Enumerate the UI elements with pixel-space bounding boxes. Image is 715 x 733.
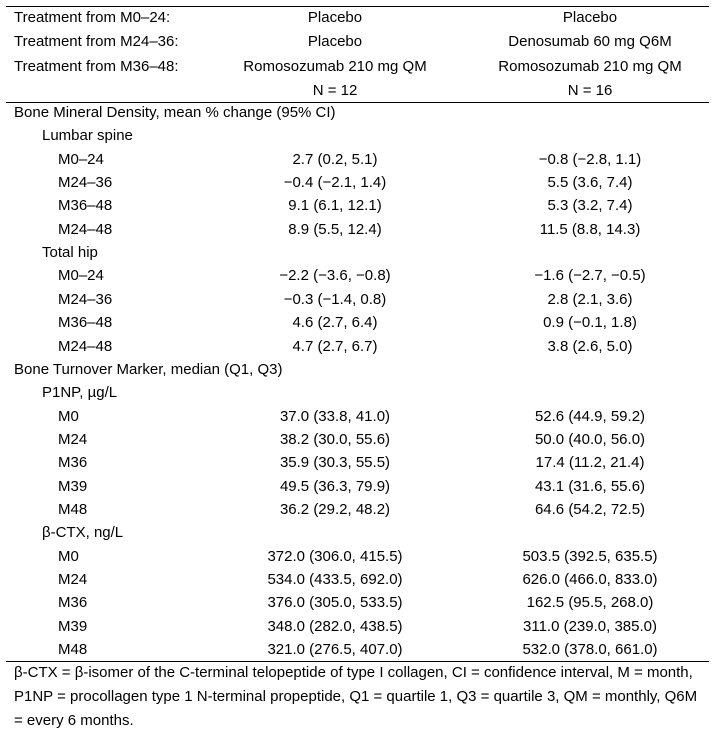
table-row [0,568,715,592]
row-label: M48 [58,500,88,518]
table-row [0,335,715,359]
col2-value: 52.6 (44.9, 59.2) [534,407,646,425]
col1-value: 35.9 (30.3, 55.5) [279,454,391,472]
row-label: P1NP, µg/L [42,384,118,402]
row-label: Total hip [42,244,98,262]
row-label: M24–48 [58,337,113,355]
col2-value: 311.0 (239.0, 385.0) [523,617,657,635]
header-row [0,55,715,79]
row-label: M36 [58,454,88,472]
col2-value: 532.0 (378.0, 661.0) [522,641,658,659]
header-row [0,79,715,103]
row-label: M0 [58,407,79,425]
col1-value: Romosozumab 210 mg QM [243,57,427,75]
col1-value: −0.3 (−1.4, 0.8) [283,290,387,308]
row-label: M24–36 [58,290,113,308]
row-label: M24 [58,571,88,588]
row-label: Bone Mineral Density, mean % change (95% CI) [14,104,336,121]
col1-value: 348.0 (282.0, 438.5) [267,617,403,635]
col1-value: 372.0 (306.0, 415.5) [267,547,403,565]
col1-value: 37.0 (33.8, 41.0) [279,407,391,425]
row-label: M36–48 [58,197,113,215]
section-row [0,124,715,148]
section-row [0,381,715,405]
row-label: Treatment from M36–48: [14,57,179,75]
col1-value: 534.0 (433.5, 692.0) [267,571,403,588]
col2-value: 626.0 (466.0, 833.0) [522,571,658,588]
table-row [0,288,715,312]
table-row [0,591,715,615]
table-row [0,148,715,172]
table-row [0,475,715,499]
table-row [0,218,715,242]
col2-value: 5.3 (3.2, 7.4) [547,197,633,215]
col1-value: 376.0 (305.0, 533.5) [267,594,403,612]
col1-value: −2.2 (−3.6, −0.8) [279,267,391,285]
col1-value: 9.1 (6.1, 12.1) [288,197,382,215]
row-label: M0 [58,547,79,565]
col2-value: 162.5 (95.5, 268.0) [526,594,654,612]
row-label: M24–48 [58,220,113,238]
row-label: Bone Turnover Marker, median (Q1, Q3) [14,360,283,378]
col2-value: 11.5 (8.8, 14.3) [539,220,641,238]
table-row [0,194,715,218]
col1-value: 2.7 (0.2, 5.1) [292,150,378,168]
col1-value: 49.5 (36.3, 79.9) [279,477,391,495]
section-row [0,241,715,265]
col2-value: 64.6 (54.2, 72.5) [534,500,646,518]
section-row [0,521,715,545]
table-row [0,498,715,522]
col1-value: 321.0 (276.5, 407.0) [267,641,403,659]
footnote: β-CTX = β-isomer of the C-terminal telopeptide of type I collagen, CI = confidence interval, M = month, P1NP = procollagen type 1 N-terminal propeptide, Q1 = quartile 1, Q3 = quartile 3, QM = monthly, Q6M = every 6 months. [14,664,698,729]
col2-value: 50.0 (40.0, 56.0) [534,430,646,448]
col1-value: N = 12 [312,81,358,99]
row-label: β-CTX, ng/L [42,524,124,542]
col2-value: 17.4 (11.2, 21.4) [535,454,645,472]
table-row [0,451,715,475]
col2-value: N = 16 [567,81,613,99]
col2-value: 43.1 (31.6, 55.6) [534,477,646,495]
row-label: M0–24 [58,267,104,285]
col2-value: 3.8 (2.6, 5.0) [547,337,633,355]
col1-value: 4.7 (2.7, 6.7) [292,337,378,355]
table-row [0,428,715,452]
table-row [0,264,715,288]
col2-value: Denosumab 60 mg Q6M [508,33,672,51]
section-row [0,101,715,125]
col1-value: Placebo [307,33,363,51]
col2-value: 0.9 (−0.1, 1.8) [543,314,637,332]
row-label: M24 [58,430,88,448]
col2-value: −0.8 (−2.8, 1.1) [538,150,642,168]
col1-value: −0.4 (−2.1, 1.4) [283,174,387,192]
col2-value: 5.5 (3.6, 7.4) [547,174,633,192]
row-label: M48 [58,641,88,659]
row-label: M39 [58,617,88,635]
row-label: M39 [58,477,88,495]
header-row [0,6,715,30]
row-label: M24–36 [58,174,113,192]
table-row [0,615,715,639]
col1-value: 8.9 (5.5, 12.4) [288,220,382,238]
row-label: M0–24 [58,150,104,168]
header-row [0,30,715,54]
row-label: Treatment from M0–24: [14,9,171,26]
col2-value: Placebo [562,9,618,26]
table-row [0,638,715,662]
row-label: M36–48 [58,314,113,332]
table-row [0,405,715,429]
col1-value: 4.6 (2.7, 6.4) [292,314,378,332]
col1-value: 38.2 (30.0, 55.6) [279,430,391,448]
col1-value: Placebo [307,9,363,26]
table-row [0,311,715,335]
row-label: M36 [58,594,88,612]
col2-value: 2.8 (2.1, 3.6) [547,290,633,308]
row-label: Treatment from M24–36: [14,33,179,51]
col2-value: −1.6 (−2.7, −0.5) [534,267,646,285]
table-row [0,545,715,569]
row-label: Lumbar spine [42,127,133,145]
col1-value: 36.2 (29.2, 48.2) [279,500,391,518]
section-row [0,358,715,382]
col2-value: Romosozumab 210 mg QM [498,57,682,75]
col2-value: 503.5 (392.5, 635.5) [522,547,658,565]
table-row [0,171,715,195]
